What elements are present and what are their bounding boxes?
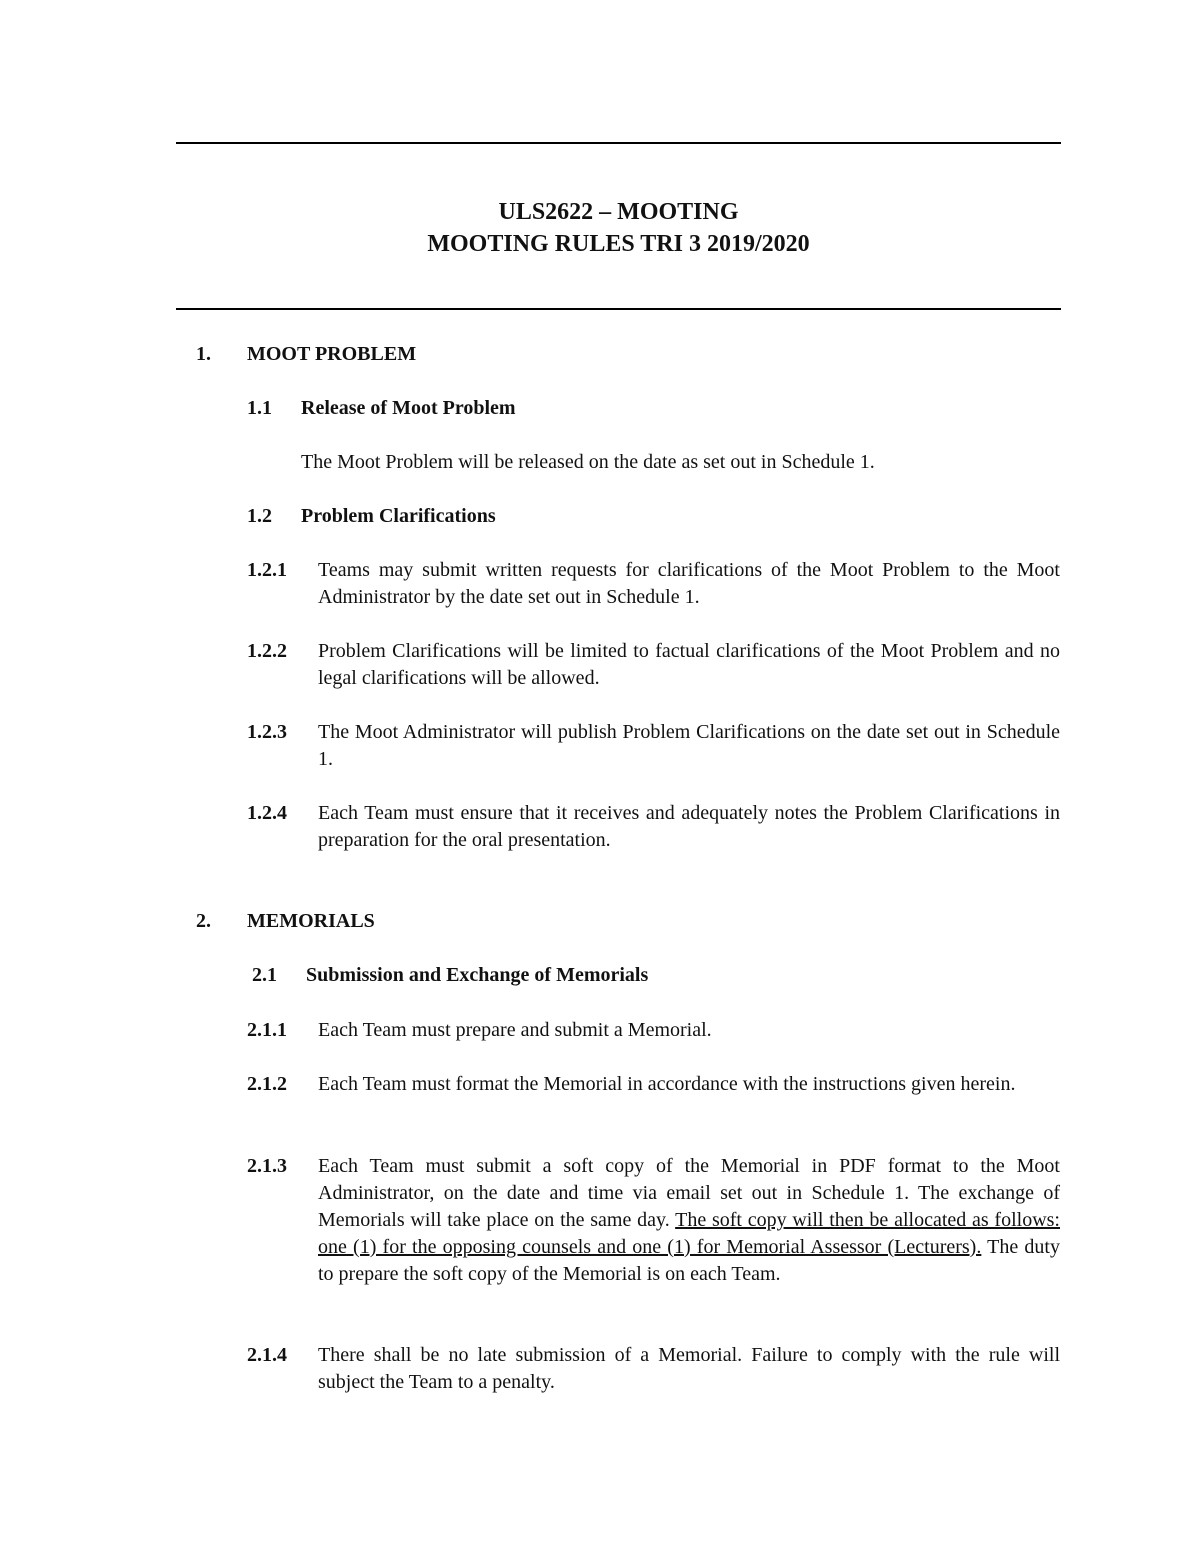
clause-number: 1.2.4	[247, 802, 287, 824]
section-number: 2.	[196, 910, 211, 932]
subsection-heading: Submission and Exchange of Memorials	[306, 964, 649, 986]
clause-number: 1.2.1	[247, 559, 287, 581]
clause-underlined-text: The soft copy will then be allocated as follows: one (1) for the opposing counsels and one (1) for Memorial Assessor (Lecturers).	[318, 1209, 1060, 1258]
clause-text-part: The duty to prepare the soft copy of the Memorial is on each Team.	[318, 1236, 1060, 1285]
header-top-rule	[176, 142, 1061, 144]
clause-text-part: Each Team must submit a soft copy of the Memorial in PDF format to the Moot Administrator, on the date and time via email set out in Schedule 1. The exchange of Memorials will take place on the same day.	[318, 1155, 1060, 1231]
paragraph-text: The Moot Problem will be released on the date as set out in Schedule 1.	[301, 451, 875, 473]
subsection-number: 2.1	[252, 964, 277, 986]
clause-text: Teams may submit written requests for clarifications of the Moot Problem to the Moot Administrator by the date set out in Schedule 1.	[318, 559, 1060, 608]
clause-number: 2.1.3	[247, 1155, 287, 1177]
clause-text: Each Team must ensure that it receives and adequately notes the Problem Clarifications in preparation for the oral presentation.	[318, 802, 1060, 851]
subsection-heading: Problem Clarifications	[301, 505, 496, 527]
clause-text: Each Team must prepare and submit a Memorial.	[318, 1019, 712, 1041]
document-title-rules: MOOTING RULES TRI 3 2019/2020	[427, 231, 810, 257]
clause-number: 1.2.3	[247, 721, 287, 743]
subsection-heading: Release of Moot Problem	[301, 397, 516, 419]
clause-text	[318, 1153, 1060, 1288]
clause-text: There shall be no late submission of a Memorial. Failure to comply with the rule will subject the Team to a penalty.	[318, 1344, 1060, 1393]
document-title-course: ULS2622 – MOOTING	[498, 199, 739, 225]
clause-number: 2.1.4	[247, 1344, 287, 1366]
section-heading: MEMORIALS	[247, 910, 375, 932]
clause-text: Each Team must format the Memorial in accordance with the instructions given herein.	[318, 1073, 1016, 1095]
clause-number: 2.1.1	[247, 1019, 287, 1041]
clause-number: 1.2.2	[247, 640, 287, 662]
header-bottom-rule	[176, 308, 1061, 310]
subsection-number: 1.2	[247, 505, 272, 527]
section-heading: MOOT PROBLEM	[247, 343, 417, 365]
clause-number: 2.1.2	[247, 1073, 287, 1095]
clause-text: The Moot Administrator will publish Problem Clarifications on the date set out in Schedule 1.	[318, 721, 1060, 770]
clause-text: Problem Clarifications will be limited to factual clarifications of the Moot Problem and no legal clarifications will be allowed.	[318, 640, 1060, 689]
section-number: 1.	[196, 343, 211, 365]
subsection-number: 1.1	[247, 397, 272, 419]
